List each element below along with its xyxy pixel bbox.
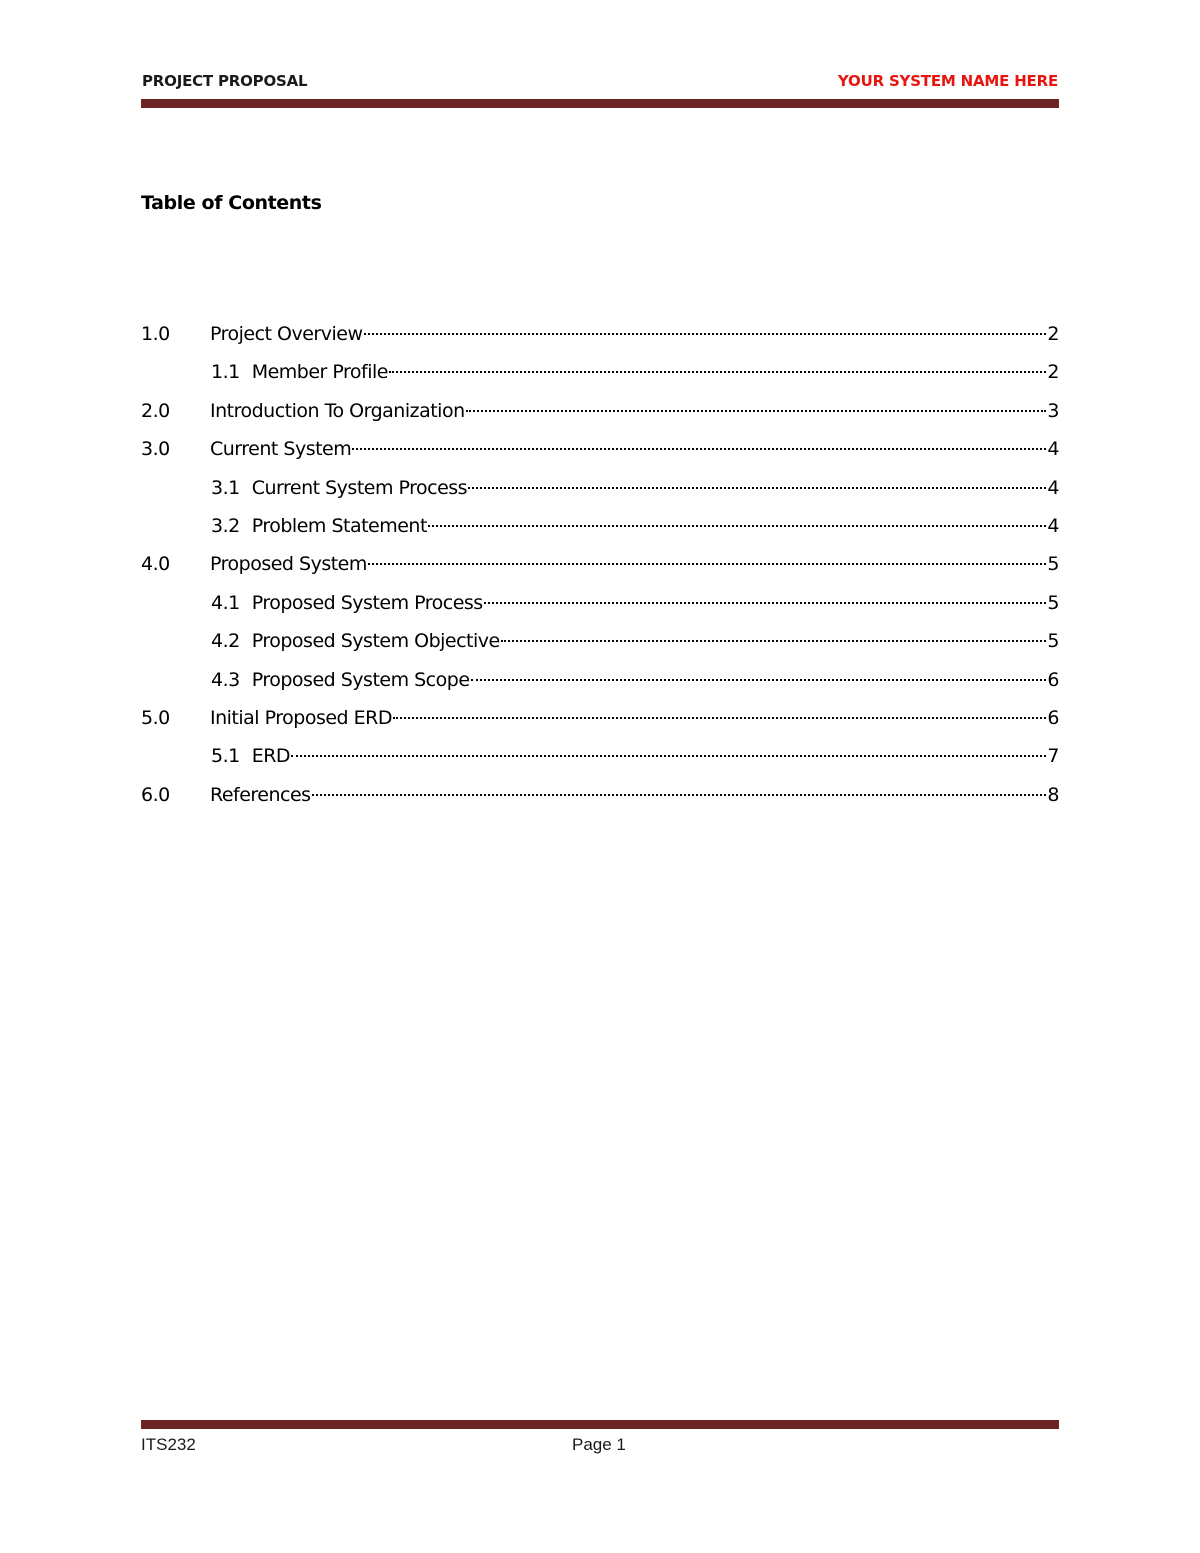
toc-title: Table of Contents [141,192,322,214]
table-of-contents [141,319,1059,818]
toc-entry-text: Proposed System [210,553,367,576]
toc-entry-page: 4 [1047,514,1059,537]
toc-entry[interactable] [141,703,1059,741]
toc-entry-page: 6 [1047,668,1059,691]
toc-entry-number: 6.0 [141,783,170,806]
toc-entry-number: 3.0 [141,438,170,461]
toc-entry[interactable] [141,473,1059,511]
toc-entry-text: Proposed System Objective [251,630,500,653]
toc-entry[interactable] [141,665,1059,703]
toc-entry-page: 5 [1047,591,1059,614]
toc-entry-page: 3 [1047,399,1059,422]
toc-entry-number: 1.1 [211,361,240,384]
toc-entry-number: 2.0 [141,399,170,422]
toc-leader-dots [389,371,1046,373]
toc-leader-dots [484,602,1047,604]
toc-entry-number: 4.3 [211,668,240,691]
toc-entry-number: 3.1 [211,476,240,499]
toc-entry[interactable] [141,588,1059,626]
toc-entry-text: Project Overview [210,323,363,345]
toc-entry-page: 6 [1047,706,1059,729]
toc-entry[interactable] [141,434,1059,472]
toc-entry[interactable] [141,511,1059,549]
toc-leader-dots [471,679,1047,681]
toc-leader-dots [501,640,1047,642]
toc-entry-number: 4.1 [211,591,240,614]
footer-course-code: ITS232 [141,1435,196,1454]
toc-entry-text: Member Profile [251,361,388,384]
toc-entry-number: 4.0 [141,553,170,576]
toc-entry-text: Proposed System Scope [251,668,470,691]
toc-leader-dots [291,755,1046,757]
toc-leader-dots [364,333,1047,335]
toc-entry-number: 5.1 [211,745,240,768]
toc-entry[interactable] [141,626,1059,664]
toc-entry-text: Proposed System Process [251,591,483,614]
toc-entry-page: 2 [1047,323,1059,345]
footer-rule [141,1420,1059,1429]
toc-leader-dots [468,487,1046,489]
toc-entry-page: 2 [1047,361,1059,384]
toc-entry-number: 5.0 [141,706,170,729]
toc-entry-page: 4 [1047,476,1059,499]
toc-entry-text: Problem Statement [251,514,427,537]
toc-leader-dots [466,410,1047,412]
toc-entry[interactable] [141,780,1059,818]
toc-entry-text: References [210,783,311,806]
toc-entry-number: 1.0 [141,323,170,345]
header-rule [141,99,1059,108]
toc-entry-page: 5 [1047,553,1059,576]
toc-leader-dots [312,794,1047,796]
toc-entry[interactable] [141,319,1059,357]
toc-entry-text: ERD [251,745,291,768]
header-system-name: YOUR SYSTEM NAME HERE [837,72,1058,90]
toc-leader-dots [368,563,1047,565]
toc-leader-dots [352,448,1046,450]
toc-entry-text: Initial Proposed ERD [210,706,392,729]
toc-entry-page: 4 [1047,438,1059,461]
footer-page-number: Page 1 [572,1435,626,1454]
toc-entry-number: 3.2 [211,514,240,537]
toc-entry-page: 5 [1047,630,1059,653]
toc-leader-dots [393,717,1046,719]
toc-entry[interactable] [141,357,1059,395]
toc-entry-page: 7 [1047,745,1059,768]
toc-entry-number: 4.2 [211,630,240,653]
toc-entry[interactable] [141,741,1059,779]
toc-entry[interactable] [141,549,1059,587]
toc-leader-dots [428,525,1046,527]
header-document-type: PROJECT PROPOSAL [142,72,308,90]
toc-entry-text: Current System Process [251,476,468,499]
toc-entry-text: Introduction To Organization [210,399,465,422]
toc-entry[interactable] [141,396,1059,434]
toc-entry-page: 8 [1047,783,1059,806]
toc-entry-text: Current System [210,438,352,461]
